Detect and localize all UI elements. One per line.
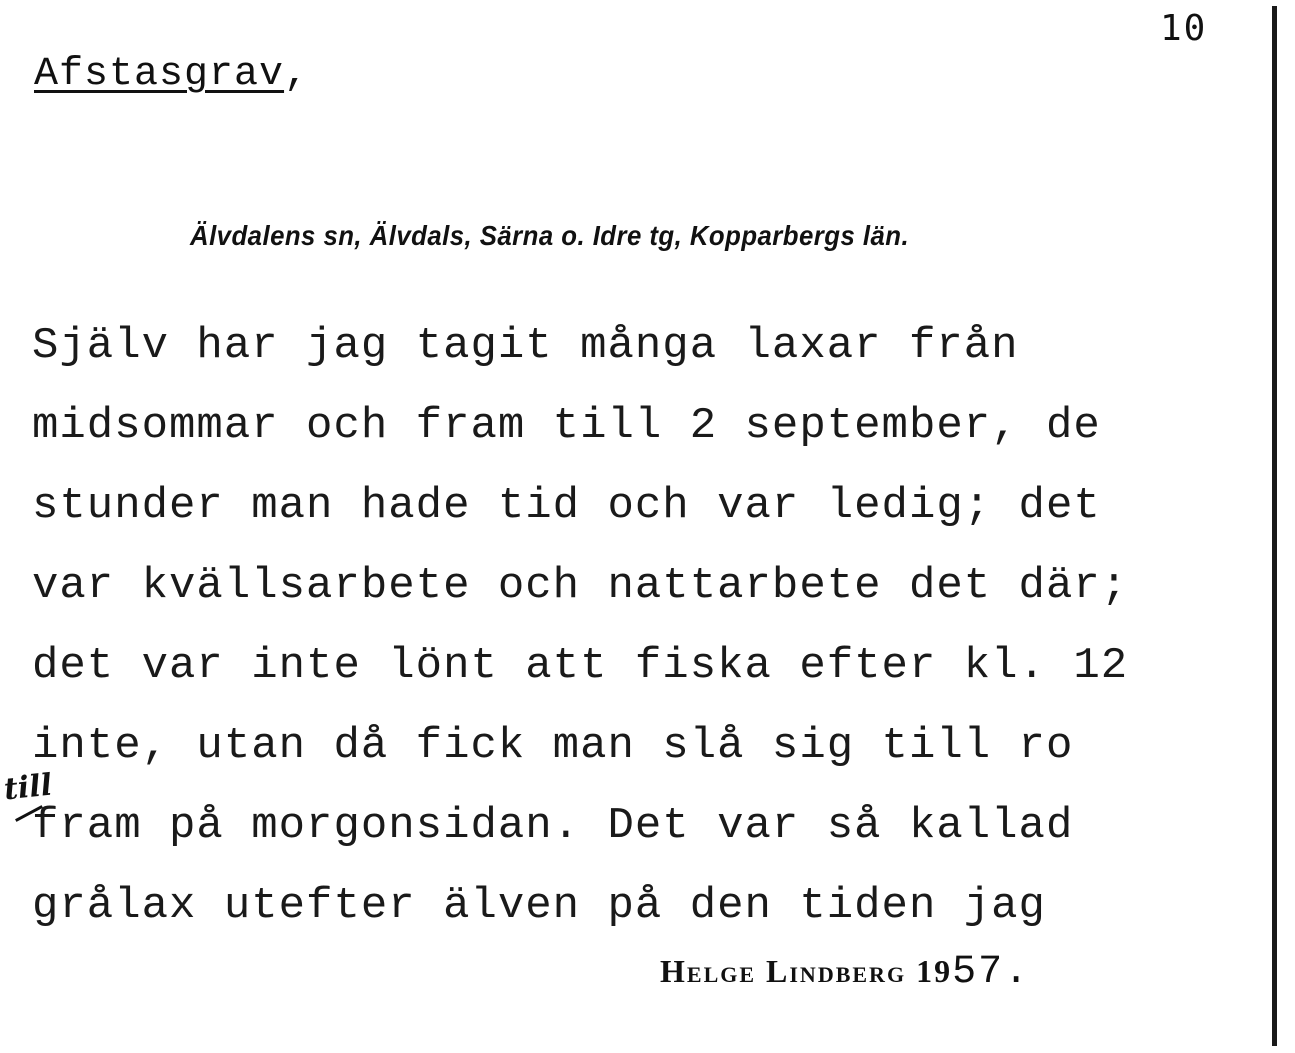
body-line-3: stunder man hade tid och var ledig; det [32, 481, 1101, 531]
handwritten-annotation: till [2, 767, 54, 808]
body-line-1: Själv har jag tagit många laxar från [32, 321, 1019, 371]
body-line-6: inte, utan då fick man slå sig till ro [32, 721, 1074, 771]
signature-year-typed: 57. [952, 950, 1031, 995]
heading-word: Afstasgrav [34, 52, 285, 97]
heading [34, 52, 309, 97]
right-margin-rule [1272, 6, 1277, 1046]
page-number: 10 [1160, 8, 1208, 49]
body-line-5: det var inte lönt att fiska efter kl. 12 [32, 641, 1129, 691]
body-line-2: midsommar och fram till 2 september, de [32, 401, 1101, 451]
body-line-4: var kvällsarbete och nattarbete det där; [32, 561, 1129, 611]
location-line: Älvdalens sn, Älvdals, Särna o. Idre tg, Kopparbergs län. [190, 220, 910, 251]
body-line-7: fram på morgonsidan. Det var så kallad [32, 801, 1074, 851]
signature-name: Helge Lindberg [660, 953, 907, 989]
body-line-8: grålax utefter älven på den tiden jag [32, 881, 1046, 931]
body-text [32, 318, 1128, 958]
heading-punctuation: , [284, 52, 310, 97]
signature [660, 950, 1030, 995]
signature-year-printed: 19 [916, 953, 953, 989]
